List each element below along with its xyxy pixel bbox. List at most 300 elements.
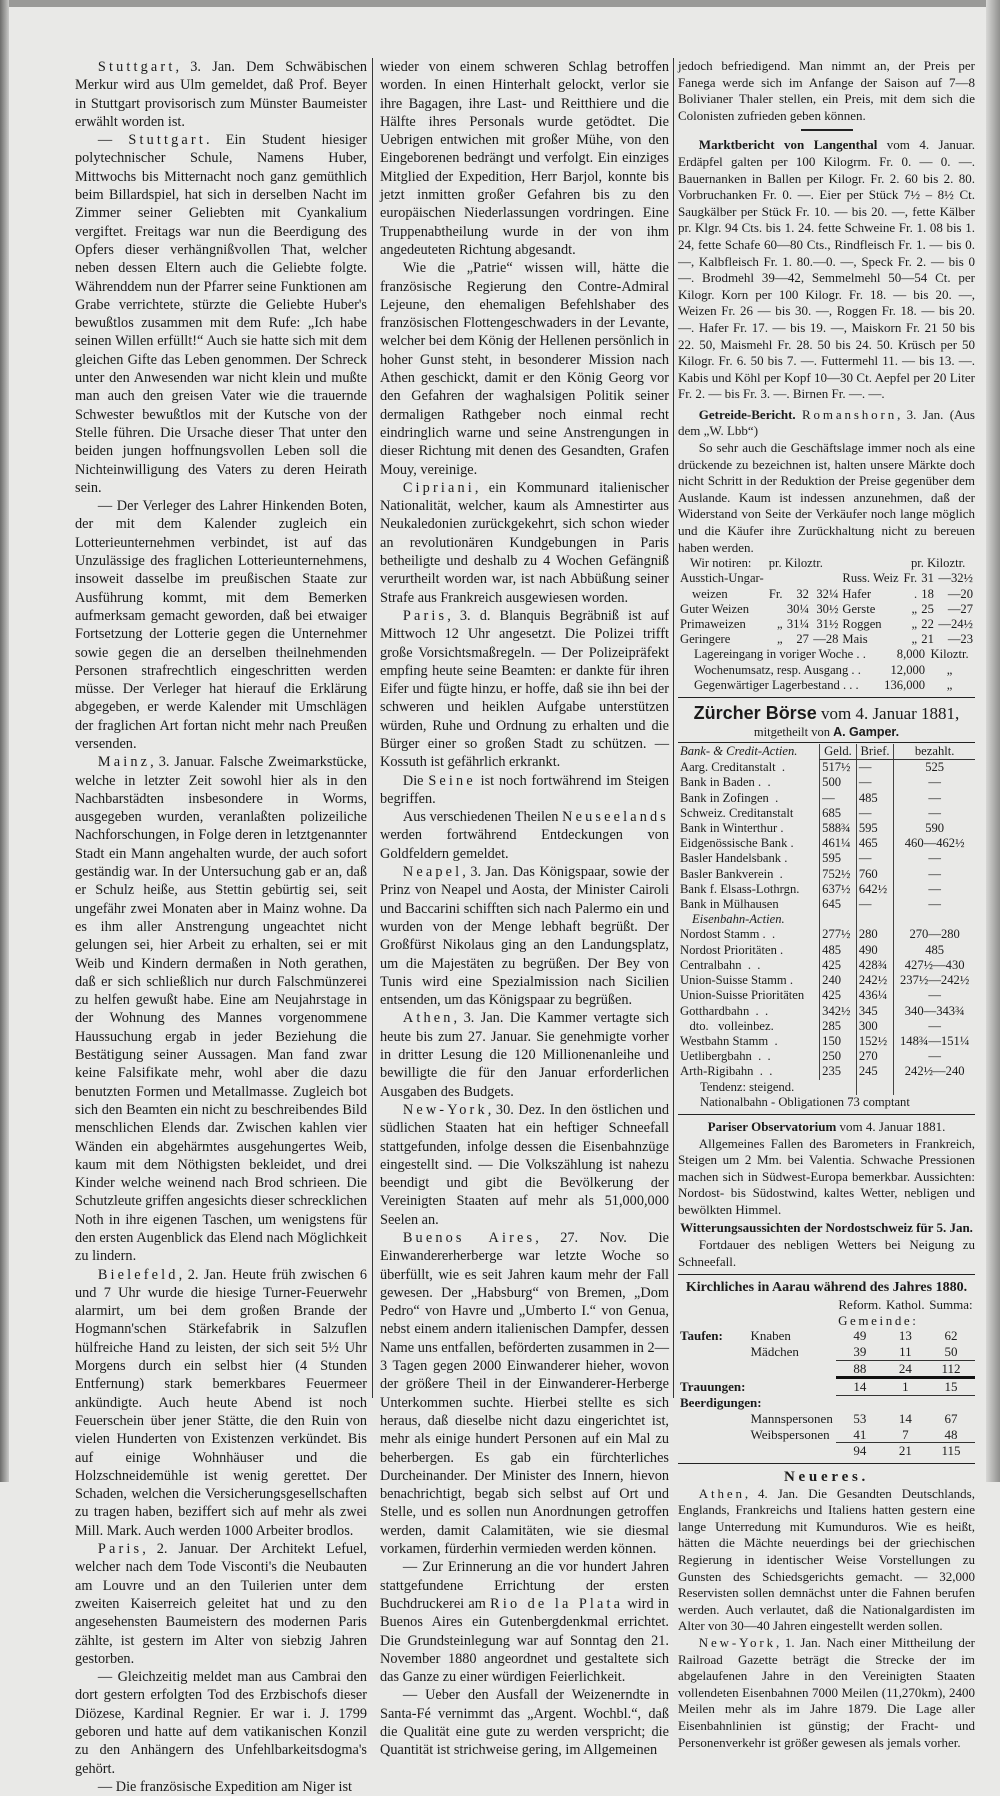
grain-name: Geringere [680, 632, 731, 647]
article-text: Gleichzeitig meldet man aus Cambrai den dort gestern erfolgten Tod des Erzbischofs dieser Diözese, Kardinal Regnier. Er war i. J. 1799 geboren und hatte auf dem vatikanischen Konzil zu den Anhängern des Unfehlbarkeitsdogma's gehört. [75, 1669, 367, 1777]
security-name: Gotthardbahn . . [680, 1003, 769, 1018]
bezahlt-cell: 237½—242½ [894, 973, 975, 988]
dateline: Seine [428, 772, 476, 789]
article-text: Zur Erinnerung an die vor hundert Jahren stattgefundene Errichtung der ersten Buchdruckerei am [380, 1559, 669, 1612]
article-text: — [402, 1559, 423, 1576]
stock-row [692, 647, 972, 662]
stock-unit: Kiloztr. [930, 647, 969, 662]
boerse-row [678, 897, 975, 912]
boerse-date: vom 4. Januar 1881, [816, 704, 960, 724]
article-paragraph [380, 259, 669, 479]
grain-name: Gerste [842, 601, 876, 616]
cell: 14 [836, 1378, 884, 1396]
cell: 115 [927, 1443, 975, 1459]
beerdigungen-row [678, 1411, 975, 1427]
beerdigungen-row [678, 1427, 975, 1443]
divider [801, 129, 853, 131]
security-name: Schweiz. Creditanstalt [680, 805, 794, 820]
security-name: Basler Handelsbank . [680, 851, 788, 866]
security-name: Westbahn Stamm . [680, 1033, 778, 1048]
scan-edge-right [986, 0, 1000, 1482]
cell: 24 [884, 1360, 927, 1378]
security-name: dto. volleinbez. [680, 1018, 774, 1033]
grain-name: Ausstich-Ungar- [680, 571, 764, 586]
article-text: wieder von einem schweren Schlag betroffen worden. In einen Hinterhalt gelockt, verlor sie ihre Bagagen, ihre Last- und Reitthiere und die Hälfte ihres Personals wurde getödtet. Die Uebrigen entwichen mit großer Mühe, von den Eingeborenen bedrängt und verfolgt. Ein einziges Mitglied der Expedition, Herr Barjol, konnte bis jetzt inmitten großer Gefahren bis zu den europäischen Niederlassungen vordringen. Eine Truppenabtheilung wurde in der von ihm angedeuteten Richtung abgesandt. [380, 59, 669, 258]
boerse-national: Nationalbahn - Obligationen 73 comptant [700, 1094, 910, 1109]
article-text: , ein Kommunard italienischer Nationalität, welcher, kaum als Amnestirter aus Neukaledonien zurückgekehrt, sich schon wieder an revolutionären Kundgebungen in Paris betheiligte und deshalb zu 4 Wochen Gefängniß verurtheilt worden war, ist nach Abbüßung seiner Strafe aus Frankreich ausgewiesen worden. [380, 479, 669, 606]
dateline: New-York [402, 1101, 488, 1118]
bezahlt-cell: — [894, 806, 975, 821]
dateline: Neuseelands [562, 809, 669, 826]
geld-cell: 425 [820, 958, 857, 973]
observatorium-text: Allgemeines Fallen des Barometers in Frankreich, Steigen um 2 Mm. bei Valentia. Schwache Pressionen machen sich in Südwest-Europa bemerkbar. Aussichten: Nordost- bis Südostwind, kaltes Wetter, nebligen und bewölkten Himmel. [678, 1135, 975, 1217]
article-paragraph [380, 1558, 669, 1686]
article-text: , 30. Dez. In den östlichen und südlichen Staaten hat ein heftiger Schneefall stattgefunden, infolge dessen die Eisenbahnzüge eingestellt sind. — Die Volkszählung ist nahezu beendigt und gibt die Bevölkerung der Vereinigten Staaten auf mehr als 51,000,000 Seelen an. [380, 1101, 669, 1228]
article-paragraph [380, 1009, 669, 1100]
cell: 48 [944, 1426, 958, 1442]
security-name: Centralbahn . . [680, 957, 761, 972]
article-paragraph [75, 497, 367, 753]
getreide-row [678, 632, 975, 647]
getreide-row [678, 571, 975, 586]
price-cell: 27 [796, 632, 809, 647]
column-3 [678, 58, 975, 1751]
taufen-label: Taufen: [680, 1328, 723, 1344]
price-cell: —28 [813, 632, 839, 647]
getreide-body: So sehr auch die Geschäftslage immer noch als eine drückende zu bezeichnen ist, halten unsere Märkte doch nicht Schritt in der Reduktion der Preise gegenüber dem Auslande. Kaum ist indessen anzunehmen, daß der Widerstand von Seite der Verkäufer noch lange möglich und die Käufer ihre Zurückhaltung nicht zu bereuen haben werden. [678, 440, 975, 555]
brief-cell: — [856, 775, 893, 790]
brief-cell: 345 [856, 1004, 893, 1019]
geld-cell: 500 [820, 775, 857, 790]
brief-cell: 642½ [856, 882, 893, 897]
article-continuation: jedoch befriedigend. Man nimmt an, der Preis per Fanega werde sich im Anfange der Saison auf 7—8 Bolivianer Thaler stellen, ein Preis, mit dem sich die Colonisten zufrieden geben können. [678, 58, 975, 123]
beerdigungen-label: Beerdigungen: [680, 1395, 762, 1411]
getreide-header-row [678, 556, 975, 571]
article-paragraph [380, 479, 669, 607]
taufen-row [678, 1328, 975, 1344]
price-cell: 25 [921, 601, 934, 616]
kirchliches-header-row [678, 1297, 975, 1313]
price-cell: 30¼ [786, 601, 809, 616]
grain-name: Hafer [842, 586, 872, 601]
brief-cell: 270 [856, 1049, 893, 1064]
price-cell: Fr. [768, 586, 783, 601]
bezahlt-cell: 242½—240 [894, 1064, 975, 1079]
beerdigungen-frauen-label: Weibspersonen [750, 1426, 830, 1442]
price-cell: 21 [921, 632, 934, 647]
dateline: Rio de la Plata [490, 1595, 624, 1612]
boerse-col-geld: Geld. [820, 744, 857, 760]
boerse-row [678, 1004, 975, 1019]
cell: 94 [836, 1443, 884, 1459]
article-text: Die französische Expedition am Niger ist [115, 1778, 352, 1795]
boerse-subtitle [678, 725, 975, 740]
boerse-row [678, 1034, 975, 1049]
kirchliches-title: Kirchliches in Aarau während des Jahres 1880. [685, 1280, 968, 1296]
price-cell: 31 [921, 571, 934, 586]
article-text: Ueber den Ausfall der Weizenerndte in Santa-Fé vernimmt das „Argent. Wochbl.“, daß die Qualität eine gute zu werden verspricht; die Quantität ist strichweise gering, im Allgemeinen [380, 1687, 669, 1759]
cell: 13 [898, 1328, 912, 1344]
taufen-maedchen-label: Mädchen [750, 1344, 799, 1360]
divider [678, 1463, 975, 1464]
article-text: , 2. Jan. Heute früh zwischen 6 und 7 Uhr wurde die hiesige Turner-Feuerwehr alarmirt, um bei dem großen Brande der Hogmann'schen Stärkefabrik in Salzuflen hülfreiche Hand zu leisten, der sich seit 5½ Uhr Morgens durch ein selbst hier (4 Stunden Entfernung) stark bemerkbares Feuermeer ankündigte. Auch heute Abend ist noch Feuerschein über jener Stätte, die den Ruin von vielen Hunderten von Existenzen verkündet. Bis auf einige Wohnhäuser und die Holzschneidemühle ist wenig gerettet. Der Schaden, welchen die Versicherungsgesellschaften zu tragen haben, beziffert sich auf mehr als zwei Mill. Mark. Auch werden 1000 Arbeiter brodlos. [75, 1266, 367, 1539]
stock-value: 12,000 [890, 662, 926, 677]
cell: 21 [884, 1443, 927, 1459]
price-cell: Fr. [903, 571, 918, 586]
boerse-row [678, 973, 975, 988]
bezahlt-cell: — [894, 867, 975, 882]
boerse-col-bezahlt: bezahlt. [894, 744, 975, 760]
bezahlt-cell: 460—462½ [894, 836, 975, 851]
boerse-row [678, 760, 975, 776]
trauungen-row [678, 1378, 975, 1396]
price-cell [767, 602, 785, 617]
article-paragraph [678, 1486, 975, 1635]
boerse-section-bank: Bank- & Credit-Actien. [680, 744, 798, 759]
price-cell: „ [911, 601, 918, 616]
article-paragraph [75, 1668, 367, 1778]
dateline: Stuttgart [97, 59, 176, 75]
security-name: Eidgenössische Bank . [680, 836, 794, 851]
boerse-table [678, 744, 975, 1110]
geld-cell: 342½ [820, 1004, 857, 1019]
getreide-unit-left: pr. Kiloztr. [768, 556, 823, 571]
column-rule [673, 58, 674, 1398]
price-cell: „ [776, 632, 783, 647]
cell: 11 [899, 1344, 912, 1360]
boerse-row [678, 791, 975, 806]
article-text: — [97, 1778, 116, 1795]
bezahlt-cell: — [894, 1019, 975, 1034]
price-cell: —20 [947, 586, 973, 601]
article-text: Wie die „Patrie“ wissen will, hätte die französische Regierung den Contre-Admiral Lejeune, den ehemaligen Befehlshaber des französischen Flottengeschwaders in der Levante, welcher bei dem König der Hellenen persönlich in hoher Gunst steht, in besonderer Mission nach Athen geschickt, damit er den König Georg vor den Gefahren der waghalsigen Politik seiner dermaligen Rathgeber noch einmal recht eindringlich warne und seine Anstrengungen in dieser Richtung mit denen des Gesandten, Grafen Mouy, vereinige. [380, 260, 669, 478]
security-name: Basler Bankverein . [680, 866, 783, 881]
bezahlt-cell: 525 [894, 760, 975, 776]
marktbericht-title: Marktbericht von Langenthal [698, 137, 878, 153]
dateline: New-York [698, 1635, 776, 1651]
article-paragraph [380, 1101, 669, 1229]
stock-row [692, 678, 972, 693]
beerdigungen-maenner-label: Mannspersonen [750, 1410, 833, 1426]
kirchliches-gemeinde: Gemeinde: [838, 1312, 919, 1328]
boerse-row [678, 882, 975, 897]
column-rule [372, 58, 373, 1398]
boerse-row [678, 851, 975, 866]
security-name: Bank in Baden . . [680, 775, 771, 790]
brief-cell: 760 [856, 867, 893, 882]
bezahlt-cell: 485 [894, 943, 975, 958]
stock-value: 136,000 [884, 677, 926, 692]
getreide-row [678, 617, 975, 632]
stock-label: Wochenumsatz, resp. Ausgang . . [694, 662, 861, 677]
neueres-section [678, 1486, 975, 1752]
geld-cell: 235 [820, 1064, 857, 1079]
price-cell: —23 [947, 632, 973, 647]
brief-cell: 152½ [856, 1034, 893, 1049]
article-text: , 27. Nov. Die Einwandererherberge war letzte Woche so überfüllt, wie es seit Jahren kaum mehr der Fall gewesen. Der „Habsburg“ von Bremen, „Dom Pedro“ von Havre und „Umberto I.“ von Genua, nebst einem andern italienischen Dampfer, dessen Name uns entfallen, beförderten zusammen in 2—3 Tagen gegen 2000 Einwanderer hieher, wovon der größere Theil in der Einwanderer-Herberge Unterkommen suchte. Hierbei stellte es sich heraus, daß dieselbe nicht dazu eingerichtet ist, mehr als einige hundert Personen auf ein Mal zu beherbergen. Es gab ein fürchterliches Durcheinander. Der Minister des Innern, hievon benachrichtigt, begab sich selbst auf Ort und Stelle, und es sollen nun Anordnungen getroffen werden, damit Calamitäten, wie sie diesmal vorkamen, fürderhin vermieden werden können. [380, 1230, 669, 1558]
geld-cell: 685 [820, 806, 857, 821]
geld-cell: 645 [820, 897, 857, 912]
article-text: — [402, 1687, 426, 1704]
security-name: Bank in Winterthur . [680, 821, 784, 836]
stock-label: Gegenwärtiger Lagerbestand . . . [694, 677, 859, 692]
bezahlt-cell: — [894, 988, 975, 1003]
bezahlt-cell: 427½—430 [894, 958, 975, 973]
article-text: Der Verleger des Lahrer Hinkenden Boten, der mit dem Kalender zugleich ein Lotterieunternehmen verbindet, ist auf das Unzulässige des fraglichen Lotterieunternehmens, insoweit dasselbe im preußischen Staate zur Ausführung kommt, mit dem Bemerken aufmerksam gemacht geworden, daß bei etwaiger Fortsetzung der Lotterie gegen die Unternehmer sowie gegen die an derselben theilnehmenden Personen strafrechtlich eingeschritten werden müsse. Der Verleger hat hierauf die Erklärung abgegeben, er werde Kalender mit Umschlägen der fraglichen Art fortan nicht mehr nach Preußen versenden. [75, 498, 367, 752]
article-text: ist noch fortwährend im Steigen begriffen. [380, 772, 669, 807]
article-text: — [97, 1669, 118, 1686]
brief-cell: — [856, 897, 893, 912]
geld-cell: 588¾ [820, 821, 857, 836]
brief-cell: 428¾ [856, 958, 893, 973]
article-text: , 3. Januar. Falsche Zweimarkstücke, welche in letzter Zeit sowohl hier als in den Nachbarstädten insbesondere in Worms, ausgegeben wurden, veranlaßten polizeiliche Nachforschungen, in Folge deren in letztgenannter Stadt ein Mann angehalten wurde, der auch sofort geständig war. In der Untersuchung gab er an, daß er Schulz heiße, aus Stettin gebürtig sei, seit ungefähr zwei Monaten aber in Mainz wohne. Da es ihm aller Anstrengung ungeachtet nicht gelungen sei, hier Arbeit zu erhalten, sei er mit Weib und Kindern dermaßen in Noth gerathen, daß er sich schließlich nur durch Falschmünzerei zu helfen gewußt habe. Eine am Neujahrstage in der Wohnung des Mannes vorgenommene Haussuchung ergab in jeder Beziehung die Bestätigung seiner Aussagen. Man fand zwar keine Falsifikate mehr, wohl aber die dazu benutzten Formen und Metallmasse. Zugleich bot sich den Beamten ein nicht zu beschreibendes Bild menschlichen Elends dar. Zwischen kahlen vier Wänden ein abgehärmtes ausgehungertes Weib, kaum mit dem Nöthigsten bekleidet, und drei Kinder welche weinend nach Brod schrieen. Die Schutzleute griffen angesichts dieser schrecklichen Noth in ihre eigenen Taschen, um wenigstens für den ersten Augenblick das Elend nach Möglichkeit zu lindern. [75, 754, 367, 1265]
getreide-heading [678, 407, 975, 440]
article-text: Aus verschiedenen Theilen [402, 809, 563, 826]
article-paragraph [380, 772, 669, 809]
geld-cell: 425 [820, 988, 857, 1003]
price-cell: 18 [921, 586, 934, 601]
bezahlt-cell: — [894, 791, 975, 806]
brief-cell: 280 [856, 927, 893, 942]
dateline: Paris [97, 1541, 143, 1558]
boerse-row [678, 821, 975, 836]
dateline: Athen [698, 1485, 745, 1501]
cell: 112 [927, 1360, 975, 1378]
stock-value: 8,000 [896, 647, 926, 662]
price-cell [785, 571, 811, 586]
getreide-header-label: Wir notiren: [690, 556, 752, 571]
security-name: Bank f. Elsass-Lothrgn. [680, 881, 800, 896]
boerse-row [678, 806, 975, 821]
dateline: Neapel [402, 864, 463, 881]
boerse-row [678, 1064, 975, 1079]
price-cell: 32 [796, 586, 809, 601]
article-text: — [97, 132, 129, 149]
price-cell: 31¼ [786, 617, 809, 632]
geld-cell: — [820, 791, 857, 806]
security-name: Aarg. Creditanstalt . [680, 760, 786, 774]
boerse-col-brief: Brief. [856, 744, 893, 760]
boerse-row [678, 1049, 975, 1064]
article-text: . Ein Student hiesiger polytechnischer Schule, Namens Huber, Mittwochs bis Mitternacht noch ganz gemüthlich beim Billardspiel, hat sich in derselben Nacht im Zimmer seiner Geliebten mit Cyankalium vergiftet. Freitags war nun die Beerdigung des Opfers dieser verhängnißvollen That, welcher neben dessen Eltern auch die Geliebte folgte. Währenddem nun der Pfarrer seine Funktionen am Grabe verrichtete, stürzte die Geliebte Huber's bewußtlos zusammen mit dem Rufe: „Ich habe seinen Willen erfüllt!“ Auch sie hatte sich mit dem gleichen Gifte das Leben genommen. Der Schreck unter den Anwesenden war nicht klein und mußte man auch den greisen Vater wie die trauernde Schwester bewußtlos mit der Kutsche von der Stelle führen. Die Ursache dieser That unter den beiden jungen hoffnungsvollen Leben soll die Nichteinwilligung des Vaters zu deren Heirath sein. [75, 132, 367, 496]
getreide-table [678, 556, 975, 647]
witterung-title: Witterungsaussichten der Nordostschweiz für 5. Jan. [680, 1220, 973, 1236]
dateline: Mainz [97, 754, 151, 771]
security-name: Bank in Zofingen . [680, 790, 779, 805]
article-paragraph [75, 58, 367, 131]
column-1 [75, 58, 367, 1796]
bezahlt-cell: — [894, 851, 975, 866]
article-text: , 3. Jan. Dem Schwäbischen Merkur wird aus Ulm gemeldet, daß Prof. Beyer in Stuttgart provisorisch zum Münster Baumeister erwählt worden ist. [75, 59, 367, 130]
brief-cell: — [856, 806, 893, 821]
article-text: wird in Buenos Aires ein Gutenbergdenkmal errichtet. Die Grundsteinlegung war auf Sonntag den 21. November 1880 angeordnet und gestaltete sich das Ganze zu einer würdigen Feierlichkeit. [380, 1595, 669, 1686]
article-paragraph [75, 1540, 367, 1668]
boerse-row [678, 927, 975, 942]
price-cell: 22 [921, 617, 934, 632]
kirchliches-col-reform: Reform. [838, 1297, 882, 1313]
boerse-row [678, 836, 975, 851]
brief-cell: 465 [856, 836, 893, 851]
getreide-unit-right: pr. Kiloztr. [911, 556, 966, 571]
brief-cell: — [856, 760, 893, 776]
boerse-row [678, 1019, 975, 1034]
dateline: Athen [402, 1010, 454, 1027]
price-cell: „ [911, 632, 918, 647]
security-name: Nordost Stamm . . [680, 927, 776, 942]
stock-label: Lagereingang in voriger Woche . . [694, 647, 866, 662]
column-2 [380, 58, 669, 1760]
article-paragraph [75, 1266, 367, 1540]
boerse-row [678, 867, 975, 882]
article-text: — [97, 498, 117, 515]
article-paragraph [75, 1778, 367, 1796]
article-text: Die [402, 772, 429, 789]
divider [678, 1274, 975, 1275]
cell: 14 [898, 1410, 912, 1426]
security-name: Bank in Mülhausen [680, 897, 779, 912]
price-cell: 32¼ [816, 586, 839, 601]
boerse-row [678, 958, 975, 973]
boerse-heading [678, 702, 975, 725]
brief-cell: 490 [856, 943, 893, 958]
article-text: werden fortwährend Entdeckungen von Goldfeldern gemeldet. [380, 827, 669, 862]
security-name: Uetlibergbahn . . [680, 1049, 771, 1064]
dateline: Buenos Aires [402, 1230, 536, 1246]
getreide-place: Romanshorn [802, 406, 898, 422]
witterung-text: Fortdauer des nebligen Wetters bei Neigung zu Schneefall. [678, 1237, 975, 1269]
getreide-row [678, 587, 975, 602]
price-cell: . [913, 586, 918, 601]
brief-cell: 595 [856, 821, 893, 836]
grain-name: Russ. Weiz [842, 571, 899, 586]
boerse-author: A. Gamper. [833, 725, 900, 740]
taufen-row [678, 1344, 975, 1360]
cell: 67 [944, 1410, 958, 1426]
divider [678, 1114, 975, 1115]
cell: 15 [927, 1378, 975, 1396]
bezahlt-cell: — [894, 1049, 975, 1064]
security-name: Union-Suisse Prioritäten [680, 988, 805, 1003]
dateline: Paris [402, 607, 448, 624]
brief-cell: — [856, 851, 893, 866]
scan-edge-left [0, 0, 9, 1482]
article-paragraph [380, 1686, 669, 1759]
boerse-header-row [678, 744, 975, 760]
article-paragraph [380, 1229, 669, 1558]
cell: 7 [902, 1426, 909, 1442]
boerse-row [678, 775, 975, 790]
article-text: , 3. Jan. Das Königspaar, sowie der Prinz von Neapel und Aosta, der Minister Cairoli und Baccarini schifften sich nach Palermo ein und wurden von der Menge lebhaft begrüßt. Der Großfürst Nikolaus ging an den Landungsplatz, um die Majestäten zu begrüßen. Der Bey von Tunis wird eine Spezialmission nach Sicilien entsenden, um das Königspaar zu begrüßen. [380, 864, 669, 1009]
cell: 49 [853, 1328, 867, 1344]
scan-edge-top [0, 0, 1000, 7]
boerse-subtitle-text: mitgetheilt von [753, 725, 834, 740]
dateline: Cipriani [402, 479, 475, 496]
price-cell [811, 571, 841, 586]
article-text: , 1. Jan. Nach einer Mittheilung der Railroad Gazette beträgt die Strecke der im abgelaufenen Jahre in den Vereinigten Staaten vollendeten Eisenbahnen 7000 Meilen (11,270km), 2400 Meilen mehr als im Jahre 1879. Die Lage aller Eisenbahnlinien ist günstig; der Fracht- und Personenverkehr ist größer gewesen als jemals vorher. [678, 1635, 975, 1750]
cell: 62 [944, 1328, 958, 1344]
geld-cell: 150 [820, 1034, 857, 1049]
grain-name: weizen [692, 586, 728, 601]
observatorium-date: vom 4. Januar 1881. [836, 1118, 946, 1134]
dateline: Bielefeld [97, 1266, 179, 1283]
article-paragraph [380, 58, 669, 259]
taufen-total-row [678, 1360, 975, 1378]
security-name: Nordost Prioritäten . [680, 942, 784, 957]
boerse-section-rail: Eisenbahn-Actien. [692, 912, 785, 927]
price-cell: 30½ [816, 601, 839, 616]
marktbericht-text: vom 4. Januar. Erdäpfel galten per 100 Kilogrm. Fr. 0. — 0. —. Bauernanken in Ballen per Kilogr. Fr. 2. 60 bis 2. 80. Vorbruchanken Fr. 0. —. Eier per Stück 7½ – 8½ Ct. Saugkälber per Stück Fr. 10. — bis 20. —, fette Kälber pr. Klgr. 94 Cts. bis 1. 24. fette Schweine Fr. 1. 08 bis 1. 24, fette Schafe 60—80 Cts., Rindfleisch Fr. 1. — bis 0. —, Kalbfleisch Fr. 1. 80.—0. —, Speck Fr. 2. — bis 0 —. Brodmehl 39—42, Semmelmehl 50—54 Ct. per Kilogr. Korn per 100 Kilogr. Fr. 18. — bis 20. —, Weizen Fr. 26 — bis 30. —, Roggen Fr. 18. — bis 20. —. Hafer Fr. 17. — bis 19. —, Maiskorn Fr. 21 50 bis 22. 50, Maismehl Fr. 28. 50 bis 24. 50. Krüsch per 50 Kilogr. Fr. 6. 50 bis 7. —. Futtermehl 11. — bis 13. —. Kabis und Köhl per Kopf 10—30 Ct. Aepfel per 20 Liter Fr. 2. — bis Fr. 3. —. Birnen Fr. —. —. [678, 137, 975, 402]
beerdigungen-total-row [678, 1443, 975, 1459]
getreide-stock-table [692, 647, 972, 693]
price-cell: „ [911, 617, 918, 632]
geld-cell: 461¼ [820, 836, 857, 851]
getreide-title: Getreide-Bericht. [698, 406, 796, 422]
boerse-tendenz-row [678, 1080, 975, 1095]
geld-cell: 485 [820, 943, 857, 958]
price-cell: —32½ [938, 571, 973, 586]
stock-unit: „ [946, 677, 953, 692]
bezahlt-cell: 148¾—151¼ [894, 1034, 975, 1049]
brief-cell: 300 [856, 1019, 893, 1034]
bezahlt-cell: — [894, 882, 975, 897]
article-text: , 3. Jan. Die Kammer vertagte sich heute bis zum 27. Januar. Sie genehmigte vorher in dritter Lesung die 120 Millionenanleihe und bewilligte die für den Januar erforderlichen Ausgaben des Budgets. [380, 1010, 669, 1100]
article-text: , 4. Jan. Die Gesandten Deutschlands, Englands, Frankreichs und Italiens hatten gestern eine lange Unterredung mit Kumunduros. Wie es heißt, hätten die Mächte neuerdings bei der griechischen Regierung in identischer Weise Vorstellungen zu Gunsten des Schiedsgerichts gemacht. — 32,000 Reservisten sollen demnächst unter die Fahnen berufen werden. Auch verlautet, daß die Nationalgardisten im Alter von 30—40 Jahren eingestellt werden sollen. [678, 1485, 975, 1634]
geld-cell: 637½ [820, 882, 857, 897]
grain-name: Mais [842, 632, 868, 647]
bezahlt-cell: — [894, 897, 975, 912]
getreide-row [678, 602, 975, 617]
trauungen-label: Trauungen: [680, 1378, 746, 1394]
cell: 88 [836, 1360, 884, 1378]
grain-name: Primaweizen [680, 617, 746, 632]
stock-unit: „ [946, 662, 953, 677]
stock-row [692, 663, 972, 678]
price-cell [767, 571, 785, 586]
taufen-knaben-label: Knaben [750, 1328, 791, 1344]
cell: 50 [944, 1344, 958, 1360]
cell: 53 [853, 1410, 867, 1426]
geld-cell: 517½ [820, 760, 857, 776]
geld-cell: 595 [820, 851, 857, 866]
kirchliches-col-kathol: Kathol. [886, 1297, 925, 1313]
article-paragraph [75, 131, 367, 497]
geld-cell: 277½ [820, 927, 857, 942]
observatorium-title: Pariser Observatorium [707, 1118, 837, 1134]
brief-cell: 245 [856, 1064, 893, 1079]
geld-cell: 240 [820, 973, 857, 988]
brief-cell: 436¼ [856, 988, 893, 1003]
cell: 1 [884, 1378, 927, 1396]
boerse-section-row [678, 912, 975, 927]
kirchliches-gemeinde-row [678, 1313, 975, 1329]
geld-cell: 752½ [820, 867, 857, 882]
geld-cell: 250 [820, 1049, 857, 1064]
bezahlt-cell: 270—280 [894, 927, 975, 942]
article-paragraph [678, 1635, 975, 1751]
boerse-national-row [678, 1095, 975, 1110]
price-cell: —27 [947, 601, 973, 616]
getreide-date: , 3. Jan. (Aus dem „W. Lbb“) [678, 406, 975, 439]
kirchliches-col-summa: Summa: [929, 1297, 973, 1313]
divider [678, 742, 975, 743]
boerse-row [678, 943, 975, 958]
article-text: , 3. d. Blanquis Begräbniß ist auf Mittwoch 12 Uhr angesetzt. Die Polizei trifft große Vorsichtsmaßregeln. — Der Polizeipräfekt empfing heute seine Beamten: er dankte für ihren Eifer und fügte hinzu, er hoffe, daß sie ihn bei der schweren und heiklen Aufgabe unterstützen würden, Ruhe und Ordnung zu erhalten und die Bürger einer so großen Stadt zu schützen. — Kossuth ist gefährlich erkrankt. [380, 607, 669, 771]
neueres-title: Neueres. [783, 1468, 870, 1485]
article-paragraph [75, 753, 367, 1265]
kirchliches-table [678, 1297, 975, 1458]
brief-cell: 485 [856, 791, 893, 806]
geld-cell: 285 [820, 1019, 857, 1034]
